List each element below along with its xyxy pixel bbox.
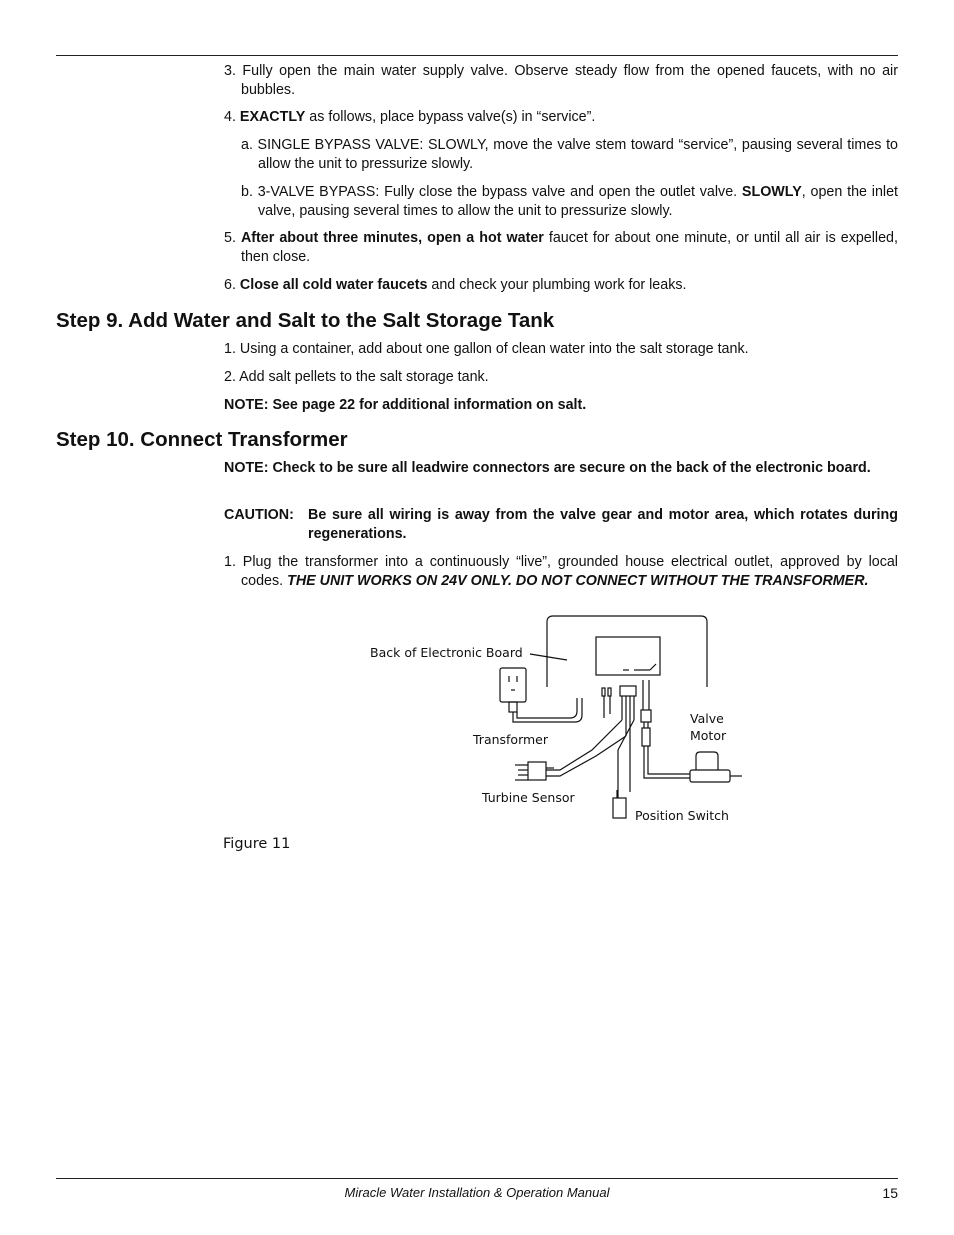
valve-motor-icon — [690, 770, 730, 782]
step9-note: NOTE: See page 22 for additional information on salt. — [224, 397, 587, 413]
turbine-sensor-icon — [528, 762, 546, 780]
step5-text: 5. After about three minutes, open a hot water faucet for about one minute, or until all air is expelled, then close. — [224, 230, 898, 265]
label-position-switch: Position Switch — [635, 808, 729, 823]
wiring-diagram — [360, 610, 760, 830]
voltage-warning: THE UNIT WORKS ON 24V ONLY. DO NOT CONNECT WITHOUT THE TRANSFORMER. — [287, 572, 869, 589]
label-motor: Motor — [690, 728, 727, 743]
caution-label: CAUTION: — [224, 507, 294, 523]
step10-caution — [224, 506, 898, 543]
position-switch-icon — [613, 798, 626, 818]
step9-heading: Step 9. Add Water and Salt to the Salt Storage Tank — [56, 309, 555, 332]
step4-emphasis: EXACTLY — [239, 109, 306, 125]
label-turbine-sensor: Turbine Sensor — [482, 790, 575, 805]
caution-text: Be sure all wiring is away from the valve gear and motor area, which rotates during regenerations. — [308, 507, 898, 542]
figure-caption: Figure 11 — [223, 836, 291, 852]
page-number: 15 — [882, 1185, 898, 1201]
step10-heading: Step 10. Connect Transformer — [56, 428, 348, 451]
step4a-text: a. SINGLE BYPASS VALVE: SLOWLY, move the valve stem toward “service”, pausing several times to allow the unit to pressurize slowly. — [241, 137, 898, 172]
step6-text: 6. Close all cold water faucets and check your plumbing work for leaks. — [224, 277, 687, 293]
footer-title: Miracle Water Installation & Operation Manual — [344, 1185, 610, 1200]
top-rule — [56, 55, 898, 56]
step6-emphasis: Close all cold water faucets — [239, 277, 428, 293]
step4b-emphasis: SLOWLY — [741, 184, 802, 200]
step9-item1: 1. Using a container, add about one gallon of clean water into the salt storage tank. — [224, 341, 749, 357]
step4b-text: b. 3-VALVE BYPASS: Fully close the bypass valve and open the outlet valve. SLOWLY, open the inlet valve, pausing several times to allow the unit to pressurize slowly. — [241, 184, 899, 219]
step9-item2: 2. Add salt pellets to the salt storage tank. — [224, 369, 489, 385]
step3-text: 3. Fully open the main water supply valve. Observe steady flow from the opened faucets, with no air bubbles. — [224, 63, 898, 98]
step4-text: 4. EXACTLY as follows, place bypass valve(s) in “service”. — [224, 109, 596, 125]
board-housing — [547, 616, 707, 687]
transformer-icon — [500, 668, 526, 702]
label-valve: Valve — [690, 711, 724, 726]
step5-emphasis: After about three minutes, open a hot water — [240, 230, 544, 246]
label-back-board: Back of Electronic Board — [370, 645, 523, 660]
step10-item1: 1. Plug the transformer into a continuously “live”, grounded house electrical outlet, approved by local codes. THE UNIT WORKS ON 24V ONLY. DO NOT CONNECT WITHOUT THE TRANSFORMER. — [224, 554, 898, 589]
bottom-rule — [56, 1178, 898, 1179]
step10-note: NOTE: Check to be sure all leadwire connectors are secure on the back of the electronic board. — [224, 460, 871, 476]
label-transformer: Transformer — [473, 732, 549, 747]
